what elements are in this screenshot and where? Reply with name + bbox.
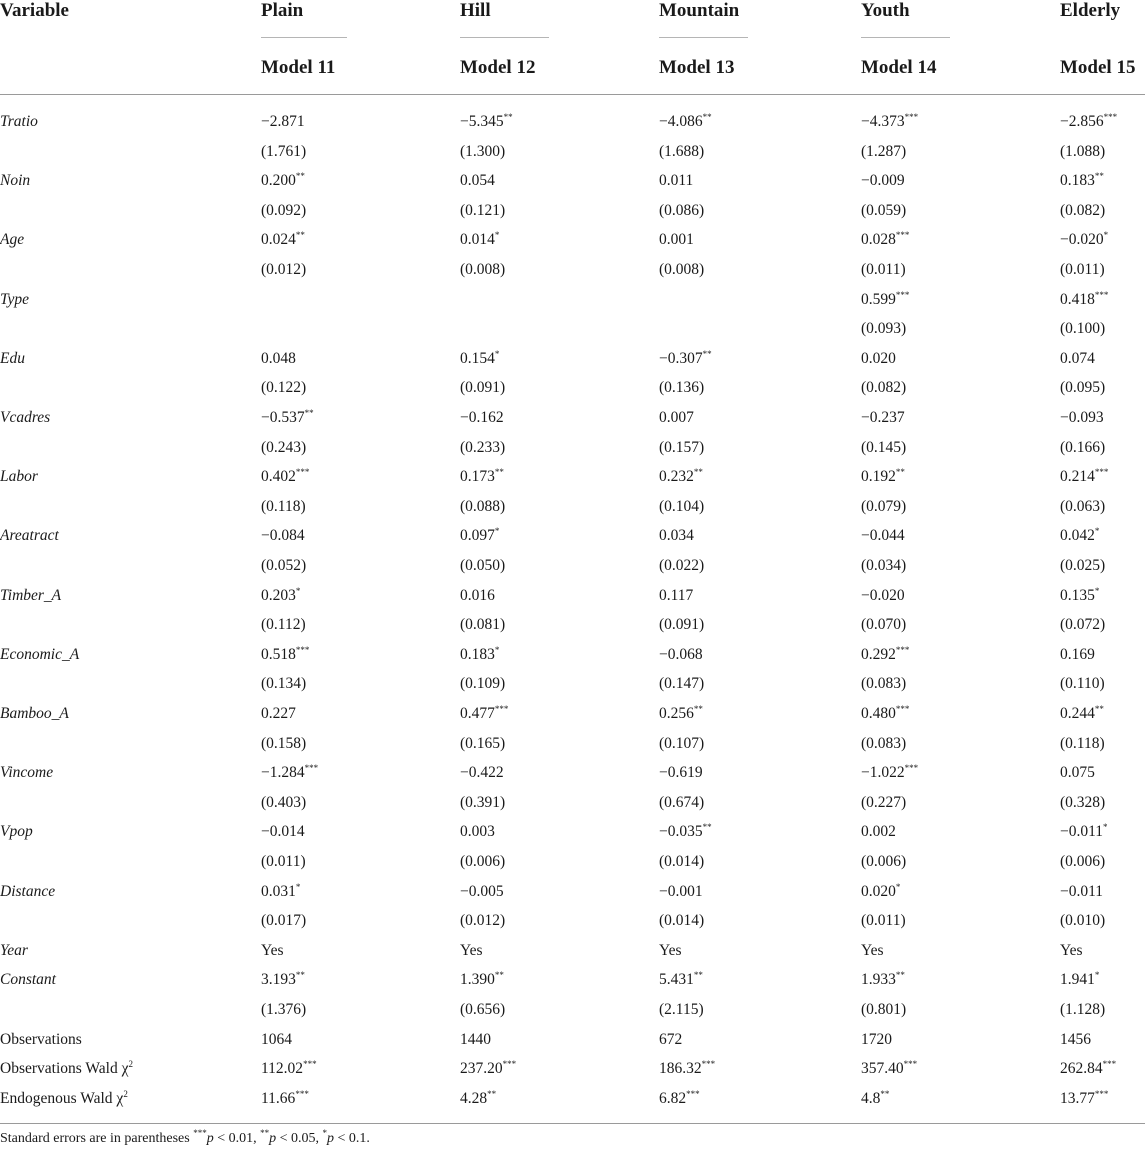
std-error-cell: (0.025) (1060, 557, 1106, 574)
coefficient-cell: −0.011 (1060, 882, 1104, 900)
row-label: Tratio (0, 113, 38, 130)
coefficient-cell: 262.84*** (1060, 1059, 1117, 1078)
coefficient-cell: −0.014 (261, 823, 305, 841)
coefficient-cell: 0.007 (659, 409, 694, 426)
coefficient-cell: Yes (261, 941, 284, 959)
std-error-cell: (0.110) (1060, 675, 1105, 693)
group-header-plain: Plain (261, 0, 304, 21)
std-error-cell: (0.034) (861, 557, 907, 574)
coefficient-cell: 0.183** (1060, 171, 1104, 190)
coefficient-cell: −0.162 (460, 409, 504, 426)
std-error-cell: (0.157) (659, 438, 705, 456)
coefficient-cell: 0.477*** (460, 704, 509, 722)
std-error-cell: (0.674) (659, 793, 705, 811)
group-header-elderly: Elderly (1060, 0, 1121, 21)
coefficient-cell: −0.237 (861, 409, 905, 426)
std-error-cell: (1.761) (261, 142, 307, 160)
std-error-cell: (0.050) (460, 557, 506, 574)
std-error-cell: (0.121) (460, 201, 506, 219)
coefficient-cell: −1.284*** (261, 763, 319, 782)
coefficient-cell: 0.002 (861, 823, 896, 841)
coefficient-cell: 0.480*** (861, 704, 910, 722)
coefficient-cell: −0.009 (861, 172, 905, 190)
coefficient-cell: −4.086** (659, 112, 712, 130)
coefficient-cell: 1720 (861, 1030, 892, 1048)
coefficient-cell: 1.941* (1060, 970, 1100, 989)
row-label: Noin (0, 172, 31, 190)
std-error-cell: (1.088) (1060, 142, 1106, 160)
std-error-cell: (0.010) (1060, 912, 1106, 930)
coefficient-cell: −0.422 (460, 764, 504, 782)
coefficient-cell: −0.001 (659, 882, 703, 900)
coefficient-cell: 0.154* (460, 348, 500, 367)
std-error-cell: (0.091) (659, 616, 705, 634)
coefficient-cell: −2.871 (261, 113, 305, 130)
coefficient-cell: 0.054 (460, 172, 495, 190)
coefficient-cell: Yes (861, 941, 884, 959)
std-error-cell: (0.391) (460, 793, 506, 811)
coefficient-cell: 4.28** (460, 1088, 497, 1107)
coefficient-cell: 112.02*** (261, 1059, 317, 1078)
coefficient-cell: 0.244** (1060, 704, 1104, 722)
std-error-cell: (0.083) (861, 675, 907, 693)
coefficient-cell: −0.035** (659, 822, 712, 841)
model-header: Model 11 (261, 57, 336, 78)
std-error-cell: (0.165) (460, 734, 506, 752)
row-label: Age (0, 231, 25, 249)
std-error-cell: (0.656) (460, 1001, 506, 1018)
header-divider (0, 94, 1145, 95)
coefficient-cell: −5.345** (460, 112, 513, 130)
coefficient-cell: −0.068 (659, 645, 703, 663)
coefficient-cell: 1.933** (861, 970, 905, 989)
row-label: Vpop (0, 823, 33, 841)
std-error-cell: (0.118) (1060, 734, 1105, 752)
coefficient-cell: −0.020 (861, 586, 905, 604)
coefficient-cell: 0.518*** (261, 644, 310, 663)
std-error-cell: (0.082) (861, 379, 907, 397)
std-error-cell: (0.006) (1060, 853, 1106, 870)
row-label: Labor (0, 468, 38, 486)
coefficient-cell: 1.390** (460, 970, 504, 989)
std-error-cell: (0.092) (261, 201, 307, 219)
std-error-cell: (0.243) (261, 438, 307, 456)
model-header: Model 15 (1060, 57, 1136, 78)
coefficient-cell: 0.031* (261, 881, 301, 900)
row-label: Edu (0, 349, 25, 367)
variable-column-header: Variable (0, 0, 69, 21)
std-error-cell: (0.801) (861, 1001, 907, 1018)
row-label: Observations Wald $\chi^2$ (0, 1059, 133, 1078)
coefficient-cell: 0.001 (659, 231, 694, 249)
std-error-cell: (0.070) (861, 616, 907, 634)
model-header: Model 14 (861, 57, 937, 78)
coefficient-cell: 0.020* (861, 881, 901, 900)
std-error-cell: (0.118) (261, 497, 306, 515)
coefficient-cell: 1456 (1060, 1030, 1091, 1048)
coefficient-cell: 0.042* (1060, 526, 1100, 545)
coefficient-cell: 0.020 (861, 349, 896, 367)
std-error-cell: (0.011) (261, 853, 306, 870)
coefficient-cell: 3.193** (261, 970, 305, 989)
coefficient-cell: 186.32*** (659, 1059, 716, 1078)
std-error-cell: (0.403) (261, 793, 307, 811)
std-error-cell: (0.082) (1060, 201, 1106, 219)
coefficient-cell: 0.074 (1060, 349, 1095, 367)
coefficient-cell: 0.292*** (861, 644, 910, 663)
coefficient-cell: 0.214*** (1060, 467, 1109, 486)
row-label: Economic_A (0, 645, 80, 663)
coefficient-cell: 0.016 (460, 586, 495, 604)
coefficient-cell: 0.011 (659, 172, 694, 190)
coefficient-cell: 0.200** (261, 171, 305, 190)
std-error-cell: (0.008) (460, 261, 506, 278)
std-error-cell: (0.088) (460, 497, 506, 515)
coefficient-cell: 0.232** (659, 467, 703, 486)
std-error-cell: (0.063) (1060, 497, 1106, 515)
coefficient-cell: −0.011* (1060, 822, 1108, 841)
coefficient-cell: 6.82*** (659, 1088, 700, 1107)
std-error-cell: (0.134) (261, 675, 307, 693)
std-error-cell: (0.011) (861, 912, 906, 930)
std-error-cell: (0.072) (1060, 616, 1106, 634)
coefficient-cell: 357.40*** (861, 1059, 918, 1078)
std-error-cell: (0.091) (460, 379, 506, 397)
row-label: Bamboo_A (0, 705, 69, 722)
std-error-cell: (0.083) (861, 734, 907, 752)
coefficient-cell: 0.034 (659, 527, 694, 545)
std-error-cell: (0.166) (1060, 438, 1106, 456)
std-error-cell: (0.086) (659, 201, 705, 219)
std-error-cell: (0.136) (659, 379, 705, 397)
row-label: Vincome (0, 764, 54, 782)
std-error-cell: (0.059) (861, 201, 907, 219)
coefficient-cell: 4.8** (861, 1088, 890, 1107)
std-error-cell: (1.376) (261, 1001, 307, 1018)
coefficient-cell: 0.024** (261, 230, 305, 249)
group-header-mountain: Mountain (659, 0, 740, 21)
coefficient-cell: 0.173** (460, 467, 504, 486)
row-label: Timber_A (0, 586, 62, 604)
std-error-cell: (0.328) (1060, 793, 1106, 811)
coefficient-cell: 0.117 (659, 586, 694, 604)
std-error-cell: (0.158) (261, 734, 307, 752)
coefficient-cell: 0.192** (861, 467, 905, 486)
row-label: Constant (0, 971, 56, 989)
group-underline-plain (261, 37, 347, 38)
coefficient-cell: 0.048 (261, 349, 296, 367)
table-footnote (0, 1128, 370, 1147)
row-label: Vcadres (0, 409, 51, 426)
coefficient-cell: 0.183* (460, 644, 500, 663)
std-error-cell: (0.017) (261, 912, 307, 930)
std-error-cell: (0.109) (460, 675, 506, 693)
std-error-cell: (0.012) (460, 912, 506, 930)
coefficient-cell: −0.619 (659, 764, 703, 782)
std-error-cell: (0.122) (261, 379, 307, 397)
std-error-cell: (0.006) (861, 853, 907, 870)
group-underline-hill (460, 37, 549, 38)
std-error-cell: (0.147) (659, 675, 705, 693)
coefficient-cell: 0.097* (460, 526, 500, 545)
std-error-cell: (0.233) (460, 438, 506, 456)
std-error-cell: (0.093) (861, 320, 907, 338)
std-error-cell: (1.287) (861, 142, 907, 160)
std-error-cell: (0.145) (861, 438, 907, 456)
std-error-cell: (1.128) (1060, 1001, 1106, 1018)
coefficient-cell: 0.203* (261, 585, 301, 604)
std-error-cell: (0.079) (861, 497, 907, 515)
row-label: Distance (0, 882, 56, 900)
std-error-cell: (0.107) (659, 734, 705, 752)
coefficient-cell: −0.537** (261, 408, 314, 426)
coefficient-cell: −4.373*** (861, 112, 919, 130)
std-error-cell: (0.112) (261, 616, 306, 634)
std-error-cell: (2.115) (659, 1001, 704, 1018)
coefficient-cell: 1064 (261, 1030, 292, 1048)
coefficient-cell: Yes (1060, 941, 1083, 959)
coefficient-cell: 0.402*** (261, 467, 310, 486)
std-error-cell: (0.014) (659, 912, 705, 930)
std-error-cell: (1.300) (460, 142, 506, 160)
std-error-cell: (0.008) (659, 261, 705, 278)
coefficient-cell: 0.028*** (861, 230, 910, 249)
coefficient-cell: 13.77*** (1060, 1088, 1109, 1107)
coefficient-cell: −0.084 (261, 527, 305, 545)
coefficient-cell: 11.66*** (261, 1088, 309, 1107)
coefficient-cell: −0.005 (460, 882, 504, 900)
coefficient-cell: Yes (460, 941, 483, 959)
table-bottom-rule (0, 1123, 1145, 1124)
row-label: Type (0, 290, 29, 308)
std-error-cell: (0.014) (659, 853, 705, 870)
std-error-cell: (0.011) (1060, 261, 1105, 278)
coefficient-cell: 0.227 (261, 705, 296, 722)
coefficient-cell: 672 (659, 1030, 683, 1048)
row-label: Observations (0, 1030, 82, 1048)
coefficient-cell: 0.135* (1060, 585, 1100, 604)
std-error-cell: (1.688) (659, 142, 705, 160)
group-underline-mountain (659, 37, 748, 38)
model-header: Model 13 (659, 57, 735, 78)
std-error-cell: (0.095) (1060, 379, 1106, 397)
std-error-cell: (0.006) (460, 853, 506, 870)
coefficient-cell: 0.418*** (1060, 289, 1109, 308)
coefficient-cell: 0.003 (460, 823, 495, 841)
coefficient-cell: −0.093 (1060, 409, 1104, 426)
group-header-hill: Hill (460, 0, 491, 21)
std-error-cell: (0.100) (1060, 320, 1106, 338)
std-error-cell: (0.052) (261, 557, 307, 574)
coefficient-cell: 0.169 (1060, 645, 1095, 663)
coefficient-cell: −1.022*** (861, 763, 919, 782)
std-error-cell: (0.022) (659, 557, 705, 574)
coefficient-cell: 0.599*** (861, 289, 910, 308)
std-error-cell: (0.227) (861, 793, 907, 811)
std-error-cell: (0.081) (460, 616, 506, 634)
row-label: Areatract (0, 527, 59, 545)
group-underline-youth (861, 37, 950, 38)
coefficient-cell: −2.856*** (1060, 112, 1118, 130)
coefficient-cell: Yes (659, 941, 682, 959)
model-header: Model 12 (460, 57, 536, 78)
coefficient-cell: −0.044 (861, 527, 905, 545)
coefficient-cell: 0.014* (460, 230, 500, 249)
std-error-cell: (0.012) (261, 261, 307, 278)
coefficient-cell: 1440 (460, 1030, 491, 1048)
coefficient-cell: −0.307** (659, 348, 712, 367)
std-error-cell: (0.011) (861, 261, 906, 278)
coefficient-cell: −0.020* (1060, 230, 1109, 249)
coefficient-cell: 0.075 (1060, 764, 1095, 782)
coefficient-cell: 0.256** (659, 704, 703, 722)
footnote-text: Standard errors are in parentheses ***p < 0.01, **p < 0.05, *p < 0.1. (0, 1128, 370, 1146)
group-header-youth: Youth (861, 0, 910, 21)
coefficient-cell: 237.20*** (460, 1059, 517, 1078)
coefficient-cell: 5.431** (659, 970, 703, 989)
row-label: Year (0, 941, 28, 959)
std-error-cell: (0.104) (659, 497, 705, 515)
row-label: Endogenous Wald $\chi^2$ (0, 1088, 128, 1107)
